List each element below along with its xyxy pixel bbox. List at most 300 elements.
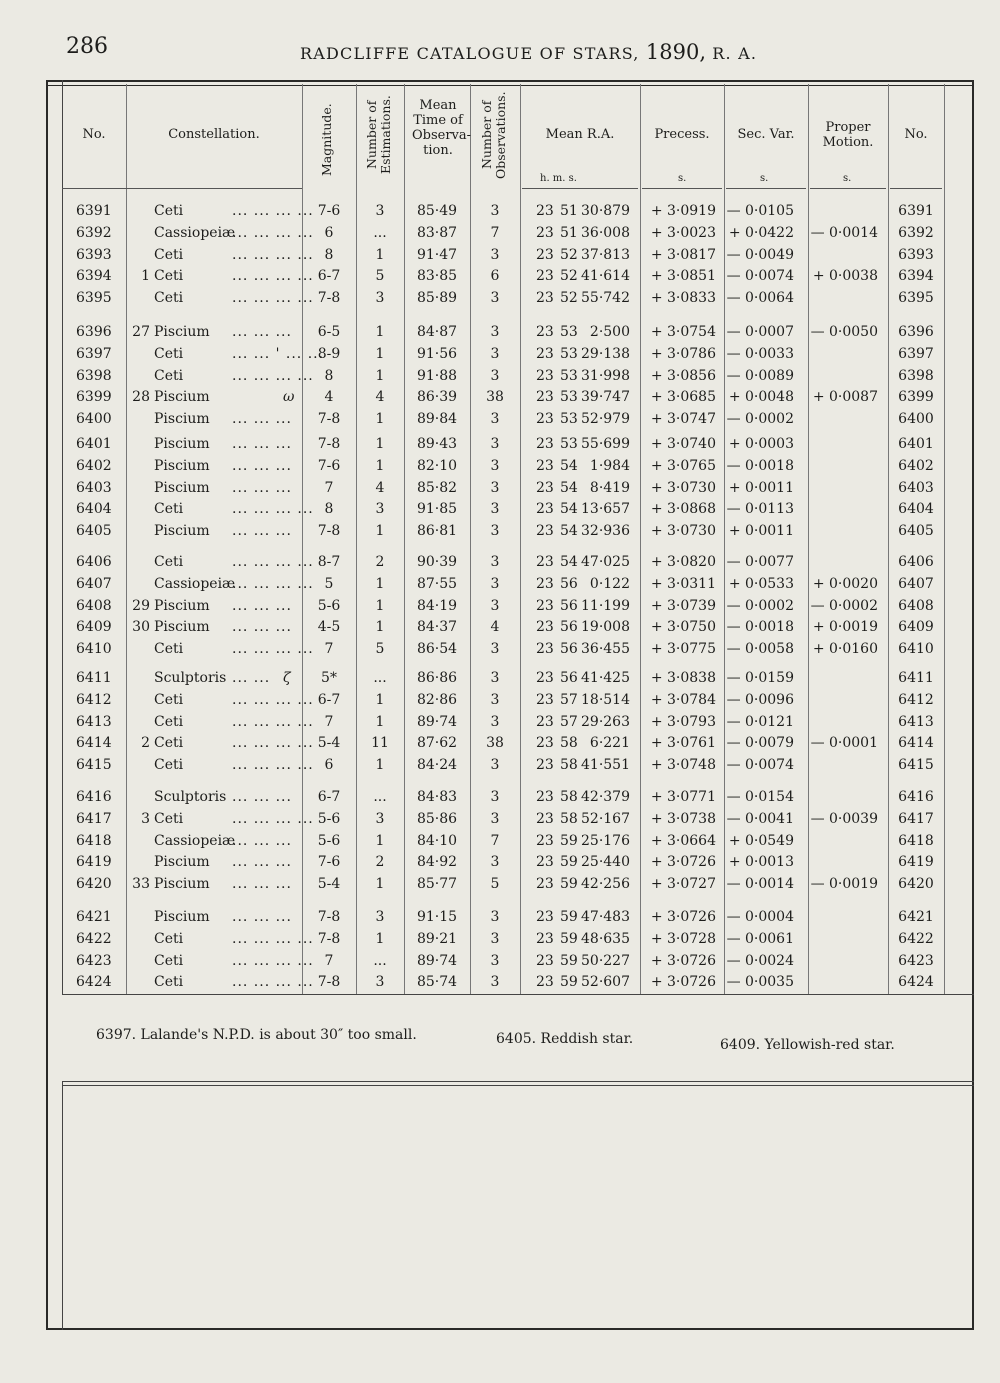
ra-hours: 23 (536, 670, 554, 686)
precession: + 3·0793 (650, 713, 716, 730)
table-row (0, 433, 1000, 455)
leader-dots: ... ... ... (232, 909, 292, 925)
constellation-name: Piscium (154, 597, 210, 614)
constellation-name: Ceti (154, 713, 184, 730)
leader-dots: ... ... (232, 670, 271, 686)
mean-time: 83·85 (416, 268, 458, 285)
ra-seconds: 52·607 (581, 974, 630, 991)
precession: + 3·0730 (650, 479, 716, 496)
estimations: 1 (375, 597, 385, 614)
ra-seconds: 6·221 (589, 735, 630, 752)
estimations: 1 (375, 523, 385, 540)
magnitude: 7 (324, 952, 334, 969)
table-row (0, 689, 1000, 711)
magnitude: 7-8 (317, 436, 341, 452)
table-row (0, 830, 1000, 852)
ra-minutes: 54 (560, 523, 578, 540)
estimations: 3 (375, 203, 385, 219)
magnitude: 7-8 (317, 974, 341, 991)
header-underline (642, 188, 722, 189)
proper-motion: + 0·0087 (812, 389, 878, 406)
constellation-name: Piscium (154, 324, 210, 340)
leader-dots: ... ... ... ... (232, 575, 314, 592)
constellation-name: Ceti (154, 735, 184, 752)
col-header-estimations: Number of Estimations. (364, 95, 393, 175)
leader-dots: ... ... ... ... (232, 930, 314, 947)
observations: 7 (490, 224, 500, 241)
magnitude: 8-9 (317, 345, 341, 362)
constellation-name: Piscium (154, 389, 210, 406)
ra-hours: 23 (536, 810, 554, 827)
magnitude: 8 (324, 501, 334, 518)
mean-time: 89·21 (416, 930, 458, 947)
magnitude: 7-6 (317, 203, 341, 219)
precession: + 3·0748 (650, 757, 716, 774)
ra-hours: 23 (536, 290, 554, 307)
flamsteed-number: 1 (141, 268, 150, 285)
page-number: 286 (66, 34, 108, 59)
row-number-right: 6401 (898, 436, 934, 452)
ra-minutes: 59 (560, 974, 578, 991)
mean-time: 91·85 (416, 501, 458, 518)
row-number: 6423 (76, 952, 112, 969)
constellation-name: Ceti (154, 290, 184, 307)
mean-time: 89·74 (416, 713, 458, 730)
magnitude: 8-7 (317, 554, 341, 570)
ra-seconds: 37·813 (581, 246, 630, 263)
ra-seconds: 32·936 (581, 523, 630, 540)
leader-dots: ... ... ... (232, 479, 292, 496)
constellation-name: Ceti (154, 246, 184, 263)
row-number: 6392 (76, 224, 112, 241)
magnitude: 5-6 (317, 597, 341, 614)
ra-minutes: 59 (560, 876, 578, 893)
table-bottom-rule (62, 994, 974, 995)
table-row (0, 343, 1000, 365)
row-number-right: 6411 (898, 670, 934, 686)
secular-variation: — 0·0079 (726, 735, 794, 752)
row-number: 6397 (76, 345, 112, 362)
ra-minutes: 58 (560, 735, 578, 752)
col-header-precess: Precess. (654, 127, 710, 142)
row-number-right: 6423 (898, 952, 934, 969)
estimations: ... (373, 952, 387, 969)
table-row (0, 265, 1000, 287)
constellation-name: Ceti (154, 691, 184, 708)
magnitude: 5-6 (317, 832, 341, 849)
row-number: 6410 (76, 641, 112, 658)
constellation-name: Cassiopeiæ (154, 832, 236, 849)
precession: + 3·0726 (650, 909, 716, 925)
precession: + 3·0750 (650, 619, 716, 636)
observations: 3 (490, 367, 500, 384)
ra-hours: 23 (536, 597, 554, 614)
observations: 3 (490, 691, 500, 708)
magnitude: 7 (324, 641, 334, 658)
observations: 3 (490, 290, 500, 307)
row-number-right: 6413 (898, 713, 934, 730)
ra-seconds: 8·419 (589, 479, 630, 496)
secular-variation: — 0·0074 (726, 757, 794, 774)
estimations: 3 (375, 290, 385, 307)
col-header-constellation: Constellation. (168, 127, 260, 142)
mean-time: 82·10 (416, 457, 458, 474)
ra-seconds: 50·227 (581, 952, 630, 969)
leader-dots: ... ... ... ... (232, 952, 314, 969)
mean-time: 86·86 (416, 670, 458, 686)
ra-hours: 23 (536, 641, 554, 658)
estimations: 1 (375, 757, 385, 774)
col-header-sec-var: Sec. Var. (737, 127, 795, 142)
ra-minutes: 56 (560, 641, 578, 658)
leader-dots: ... ... ... ... (232, 691, 314, 708)
ra-hours: 23 (536, 501, 554, 518)
magnitude: 6-7 (317, 691, 341, 708)
ra-hours: 23 (536, 974, 554, 991)
ra-minutes: 58 (560, 757, 578, 774)
precession: + 3·0761 (650, 735, 716, 752)
constellation-name: Piscium (154, 876, 210, 893)
mean-time: 84·37 (416, 619, 458, 636)
leader-dots: ... ... ... (232, 523, 292, 540)
header-underline (62, 188, 126, 189)
precession: + 3·0738 (650, 810, 716, 827)
observations: 3 (490, 930, 500, 947)
row-number-right: 6395 (898, 290, 934, 307)
header-underline (126, 188, 302, 189)
flamsteed-number: 28 (132, 389, 150, 406)
estimations: 1 (375, 246, 385, 263)
constellation-name: Sculptoris (154, 670, 227, 686)
secular-variation: + 0·0533 (728, 575, 794, 592)
constellation-name: Ceti (154, 757, 184, 774)
table-row (0, 244, 1000, 266)
row-number: 6414 (76, 735, 112, 752)
estimations: 5 (375, 641, 385, 658)
ra-seconds: 41·614 (581, 268, 630, 285)
row-number-right: 6419 (898, 854, 934, 871)
constellation-name: Ceti (154, 554, 184, 570)
estimations: 2 (375, 554, 385, 570)
magnitude: 6-7 (317, 789, 341, 805)
ra-hours: 23 (536, 757, 554, 774)
precession: + 3·0754 (650, 324, 716, 340)
secular-variation: — 0·0007 (726, 324, 794, 340)
estimations: 3 (375, 909, 385, 925)
constellation-name: Piscium (154, 436, 210, 452)
constellation-name: Sculptoris (154, 789, 227, 805)
ra-hours: 23 (536, 389, 554, 406)
row-number: 6391 (76, 203, 112, 219)
proper-motion: — 0·0039 (810, 810, 878, 827)
proper-motion: — 0·0019 (810, 876, 878, 893)
precession: + 3·0726 (650, 974, 716, 991)
proper-motion: + 0·0019 (812, 619, 878, 636)
ra-seconds: 48·635 (581, 930, 630, 947)
ra-seconds: 41·551 (581, 757, 630, 774)
estimations: 1 (375, 457, 385, 474)
magnitude: 5 (324, 575, 334, 592)
proper-motion: — 0·0001 (810, 735, 878, 752)
table-row (0, 754, 1000, 776)
constellation-name: Piscium (154, 854, 210, 871)
row-number: 6394 (76, 268, 112, 285)
bayer-letter: ζ (283, 670, 291, 686)
secular-variation: — 0·0113 (726, 501, 794, 518)
table-row (0, 520, 1000, 542)
leader-dots: ... ... ... ... (232, 203, 314, 219)
mean-time: 85·74 (416, 974, 458, 991)
observations: 38 (486, 389, 504, 406)
running-title (300, 40, 757, 64)
ra-hours: 23 (536, 619, 554, 636)
leader-dots: ... ... ... (232, 619, 292, 636)
precession: + 3·0726 (650, 952, 716, 969)
ra-seconds: 11·199 (581, 597, 630, 614)
precession: + 3·0728 (650, 930, 716, 947)
mean-time: 85·89 (416, 290, 458, 307)
row-number-right: 6393 (898, 246, 934, 263)
row-number: 6420 (76, 876, 112, 893)
flamsteed-number: 29 (132, 597, 150, 614)
mean-time: 84·19 (416, 597, 458, 614)
mean-time: 86·81 (416, 523, 458, 540)
row-number: 6396 (76, 324, 112, 340)
secular-variation: — 0·0077 (726, 554, 794, 570)
row-number: 6409 (76, 619, 112, 636)
constellation-name: Ceti (154, 345, 184, 362)
constellation-name: Piscium (154, 619, 210, 636)
magnitude: 6-7 (317, 268, 341, 285)
col-header-magnitude: Magnitude. (319, 103, 334, 177)
ra-hours: 23 (536, 575, 554, 592)
observations: 3 (490, 713, 500, 730)
observations: 3 (490, 479, 500, 496)
ra-seconds: 42·379 (581, 789, 630, 805)
ra-seconds: 2·500 (589, 324, 630, 340)
leader-dots: ... ... ... (232, 832, 292, 849)
secular-variation: — 0·0004 (726, 909, 794, 925)
secular-variation: — 0·0089 (726, 367, 794, 384)
ra-hours: 23 (536, 436, 554, 452)
estimations: 1 (375, 832, 385, 849)
row-number: 6405 (76, 523, 112, 540)
table-row (0, 808, 1000, 830)
row-number-right: 6409 (898, 619, 934, 636)
ra-hours: 23 (536, 930, 554, 947)
ra-hours: 23 (536, 203, 554, 219)
row-number-right: 6424 (898, 974, 934, 991)
flamsteed-number: 3 (141, 810, 150, 827)
ra-hours: 23 (536, 832, 554, 849)
row-number-right: 6417 (898, 810, 934, 827)
ra-hours: 23 (536, 345, 554, 362)
ra-minutes: 53 (560, 324, 578, 340)
secular-variation: — 0·0035 (726, 974, 794, 991)
leader-dots: ... ... ... ... (232, 367, 314, 384)
estimations: 1 (375, 619, 385, 636)
row-number-right: 6416 (898, 789, 934, 805)
mean-time: 84·83 (416, 789, 458, 805)
precession: + 3·0747 (650, 411, 716, 428)
magnitude: 6 (324, 224, 334, 241)
table-row (0, 786, 1000, 808)
mean-time: 91·56 (416, 345, 458, 362)
secular-variation: — 0·0014 (726, 876, 794, 893)
ra-hours: 23 (536, 479, 554, 496)
title-text: RADCLIFFE CATALOGUE OF STARS, (300, 44, 640, 63)
constellation-name: Ceti (154, 952, 184, 969)
estimations: 1 (375, 345, 385, 362)
leader-dots: ... ... ... ... (232, 246, 314, 263)
leader-dots: ... ... ... ... (232, 641, 314, 658)
secular-variation: — 0·0064 (726, 290, 794, 307)
precession: + 3·0023 (650, 224, 716, 241)
ra-hours: 23 (536, 713, 554, 730)
observations: 3 (490, 345, 500, 362)
magnitude: 7-8 (317, 930, 341, 947)
ra-minutes: 56 (560, 575, 578, 592)
precession: + 3·0727 (650, 876, 716, 893)
row-number: 6418 (76, 832, 112, 849)
leader-dots: ... ... ... (232, 411, 292, 428)
observations: 3 (490, 757, 500, 774)
precession: + 3·0771 (650, 789, 716, 805)
observations: 6 (490, 268, 500, 285)
table-row (0, 386, 1000, 408)
table-row (0, 616, 1000, 638)
ra-minutes: 54 (560, 554, 578, 570)
magnitude: 8 (324, 246, 334, 263)
constellation-name: Piscium (154, 909, 210, 925)
constellation-name: Ceti (154, 810, 184, 827)
row-number: 6417 (76, 810, 112, 827)
precession: + 3·0868 (650, 501, 716, 518)
leader-dots: ... ... ... ... (232, 290, 314, 307)
ra-hours: 23 (536, 411, 554, 428)
row-number: 6408 (76, 597, 112, 614)
row-number-right: 6412 (898, 691, 934, 708)
leader-dots: ... ... ... (232, 789, 292, 805)
ra-minutes: 53 (560, 345, 578, 362)
table-row (0, 595, 1000, 617)
mean-time: 86·54 (416, 641, 458, 658)
mean-time: 85·82 (416, 479, 458, 496)
ra-hours: 23 (536, 367, 554, 384)
row-number: 6412 (76, 691, 112, 708)
estimations: ... (373, 789, 387, 805)
row-number: 6416 (76, 789, 112, 805)
secular-variation: — 0·0058 (726, 641, 794, 658)
precession: + 3·0739 (650, 597, 716, 614)
leader-dots: ... ... ... (232, 324, 292, 340)
ra-minutes: 56 (560, 619, 578, 636)
mean-time: 91·88 (416, 367, 458, 384)
constellation-name: Ceti (154, 203, 184, 219)
row-number-right: 6407 (898, 575, 934, 592)
footnote: 6405. Reddish star. (496, 1031, 634, 1047)
observations: 3 (490, 523, 500, 540)
secular-variation: + 0·0003 (728, 436, 794, 452)
row-number-right: 6410 (898, 641, 934, 658)
ra-minutes: 52 (560, 268, 578, 285)
estimations: 4 (375, 389, 385, 406)
row-number: 6399 (76, 389, 112, 406)
secular-variation: + 0·0549 (728, 832, 794, 849)
row-number: 6404 (76, 501, 112, 518)
ra-seconds: 52·979 (581, 411, 630, 428)
table-row (0, 455, 1000, 477)
row-number: 6411 (76, 670, 112, 686)
title-suffix: R. A. (712, 44, 758, 63)
proper-motion: — 0·0050 (810, 324, 878, 340)
unit-sec-var: s. (760, 173, 769, 184)
secular-variation: — 0·0121 (726, 713, 794, 730)
precession: + 3·0851 (650, 268, 716, 285)
precession: + 3·0820 (650, 554, 716, 570)
magnitude: 4 (324, 389, 334, 406)
observations: 3 (490, 554, 500, 570)
ra-minutes: 51 (560, 224, 578, 241)
estimations: 3 (375, 810, 385, 827)
magnitude: 4-5 (317, 619, 341, 636)
row-number-right: 6391 (898, 203, 934, 219)
estimations: 11 (371, 735, 389, 752)
ra-minutes: 59 (560, 952, 578, 969)
secular-variation: — 0·0033 (726, 345, 794, 362)
ra-seconds: 36·455 (581, 641, 630, 658)
secular-variation: + 0·0011 (728, 523, 794, 540)
notes-left-rule (62, 1081, 63, 1330)
table-row (0, 667, 1000, 689)
magnitude: 6 (324, 757, 334, 774)
ra-seconds: 29·138 (581, 345, 630, 362)
ra-minutes: 53 (560, 367, 578, 384)
header-underline (522, 188, 638, 189)
estimations: ... (373, 670, 387, 686)
ra-minutes: 59 (560, 909, 578, 925)
estimations: 1 (375, 876, 385, 893)
leader-dots: ... ... ... ... (232, 974, 314, 991)
leader-dots: ... ... ... (232, 597, 292, 614)
row-number-right: 6400 (898, 411, 934, 428)
constellation-name: Ceti (154, 641, 184, 658)
mean-time: 85·49 (416, 203, 458, 219)
secular-variation: — 0·0154 (726, 789, 794, 805)
mean-time: 90·39 (416, 554, 458, 570)
ra-seconds: 1·984 (589, 457, 630, 474)
mean-time: 82·86 (416, 691, 458, 708)
flamsteed-number: 27 (132, 324, 150, 340)
precession: + 3·0730 (650, 523, 716, 540)
row-number: 6419 (76, 854, 112, 871)
leader-dots: ... ... ... ... (232, 554, 314, 570)
footnote: 6409. Yellowish-red star. (720, 1037, 895, 1053)
table-row (0, 928, 1000, 950)
row-number-right: 6399 (898, 389, 934, 406)
precession: + 3·0833 (650, 290, 716, 307)
estimations: 3 (375, 974, 385, 991)
precession: + 3·0784 (650, 691, 716, 708)
unit-proper-motion: s. (843, 173, 852, 184)
footnote: 6397. Lalande's N.P.D. is about 30″ too small. (96, 1027, 417, 1043)
ra-seconds: 13·657 (581, 501, 630, 518)
title-year: 1890, (645, 40, 706, 64)
row-number: 6415 (76, 757, 112, 774)
observations: 3 (490, 974, 500, 991)
magnitude: 5-6 (317, 810, 341, 827)
ra-minutes: 53 (560, 436, 578, 452)
